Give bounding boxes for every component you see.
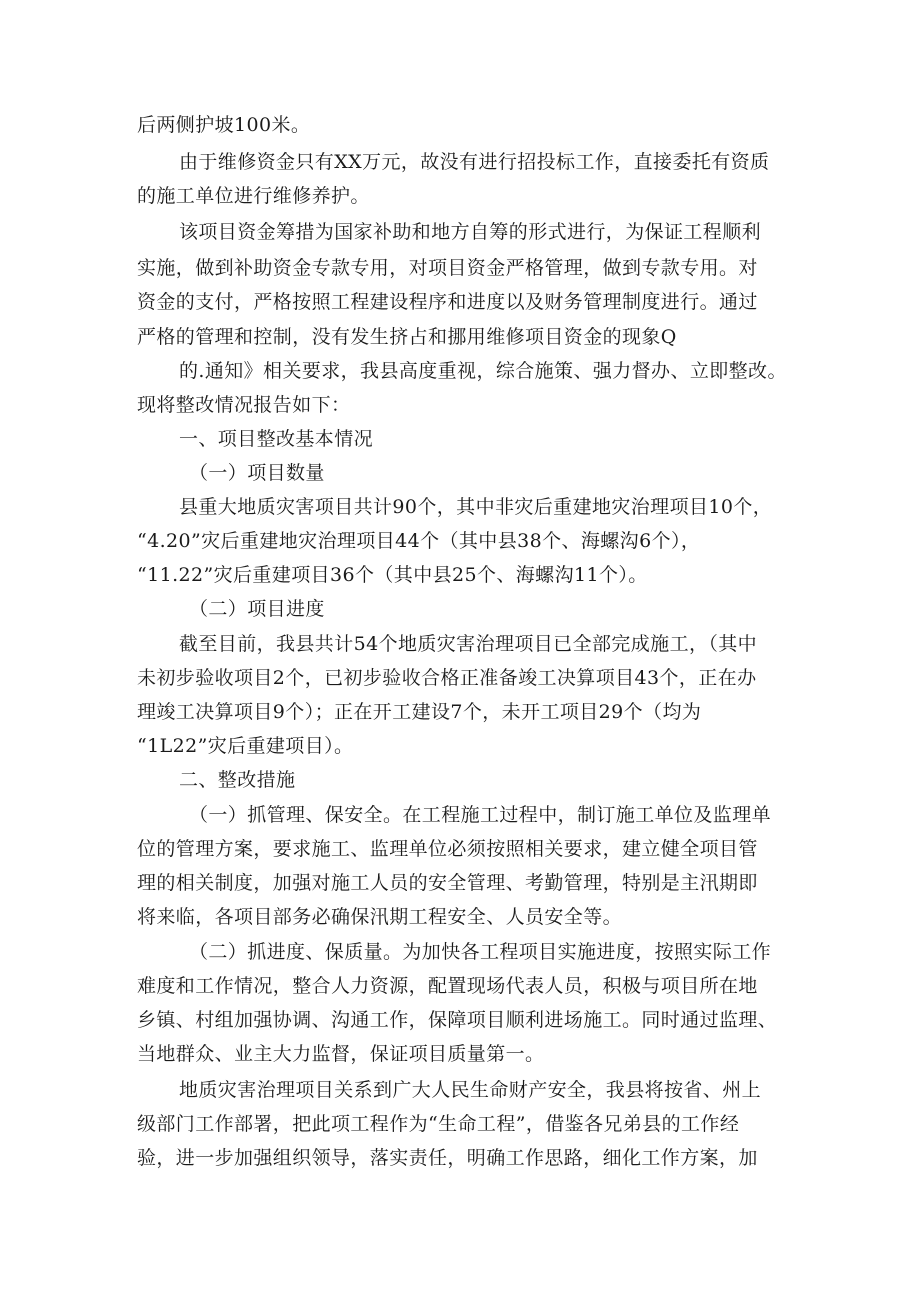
text-line: “11.22”灾后重建项目36个（其中县25个、海螺沟11个）。 xyxy=(137,564,648,586)
subsection-heading: （一）项目数量 xyxy=(189,462,325,484)
text-line: 当地群众、业主大力监督，保证项目质量第一。 xyxy=(137,1043,545,1065)
text-line: 验，进一步加强组织领导，落实责任，明确工作思路，细化工作方案，加 xyxy=(137,1147,758,1169)
subsection-heading: （二）项目进度 xyxy=(189,598,325,620)
section-heading: 一、项目整改基本情况 xyxy=(179,428,374,450)
text-line: 未初步验收项目2个，已初步验收合格正准备竣工决算项目43个，正在办 xyxy=(137,667,757,689)
text-line: 理的相关制度，加强对施工人员的安全管理、考勤管理，特别是主汛期即 xyxy=(137,872,758,894)
text-line: “1L22”灾后重建项目）。 xyxy=(137,735,354,757)
text-line: 位的管理方案，要求施工、监理单位必须按照相关要求，建立健全项目管 xyxy=(137,838,758,860)
text-line: 理竣工决算项目9个）；正在开工建设7个，未开工项目29个（均为 xyxy=(137,701,702,723)
text-line: （一）抓管理、保安全。在工程施工过程中，制订施工单位及监理单 xyxy=(189,804,772,826)
text-line: 难度和工作情况，整合人力资源，配置现场代表人员，积极与项目所在地 xyxy=(137,975,758,997)
text-line: 后两侧护坡100米。 xyxy=(137,114,311,136)
text-line: 该项目资金筹措为国家补助和地方自筹的形式进行，为保证工程顺利 xyxy=(179,221,762,243)
text-line: 地质灾害治理项目关系到广大人民生命财产安全，我县将按省、州上 xyxy=(179,1079,762,1101)
text-line: 县重大地质灾害项目共计90个，其中非灾后重建地灾治理项目10个， xyxy=(179,496,773,518)
text-line: 资金的支付，严格按照工程建设程序和进度以及财务管理制度进行。通过 xyxy=(137,291,758,313)
section-heading: 二、整改措施 xyxy=(179,769,296,791)
text-line: 级部门工作部署，把此项工程作为“生命工程”，借鉴各兄弟县的工作经 xyxy=(137,1113,740,1135)
text-line: “4.20”灾后重建地灾治理项目44个（其中县38个、海螺沟6个）， xyxy=(137,530,701,552)
text-line: 乡镇、村组加强协调、沟通工作，保障项目顺利进场施工。同时通过监理、 xyxy=(137,1009,778,1031)
text-line: （二）抓进度、保质量。为加快各工程项目实施进度，按照实际工作 xyxy=(189,941,772,963)
text-line: 截至目前，我县共计54个地质灾害治理项目已全部完成施工，（其中 xyxy=(179,633,758,655)
text-line: 的.通知》相关要求，我县高度重视，综合施策、强力督办、立即整改。 xyxy=(179,360,787,382)
text-line: 现将整改情况报告如下： xyxy=(137,394,351,416)
text-line: 将来临，各项目部务必确保汛期工程安全、人员安全等。 xyxy=(137,906,623,928)
text-line: 由于维修资金只有XX万元，故没有进行招投标工作，直接委托有资质 xyxy=(179,151,770,173)
text-line: 的施工单位进行维修养护。 xyxy=(137,185,370,207)
text-line: 实施，做到补助资金专款专用，对项目资金严格管理，做到专款专用。对 xyxy=(137,257,758,279)
text-line: 严格的管理和控制，没有发生挤占和挪用维修项目资金的现象Q xyxy=(137,326,677,348)
